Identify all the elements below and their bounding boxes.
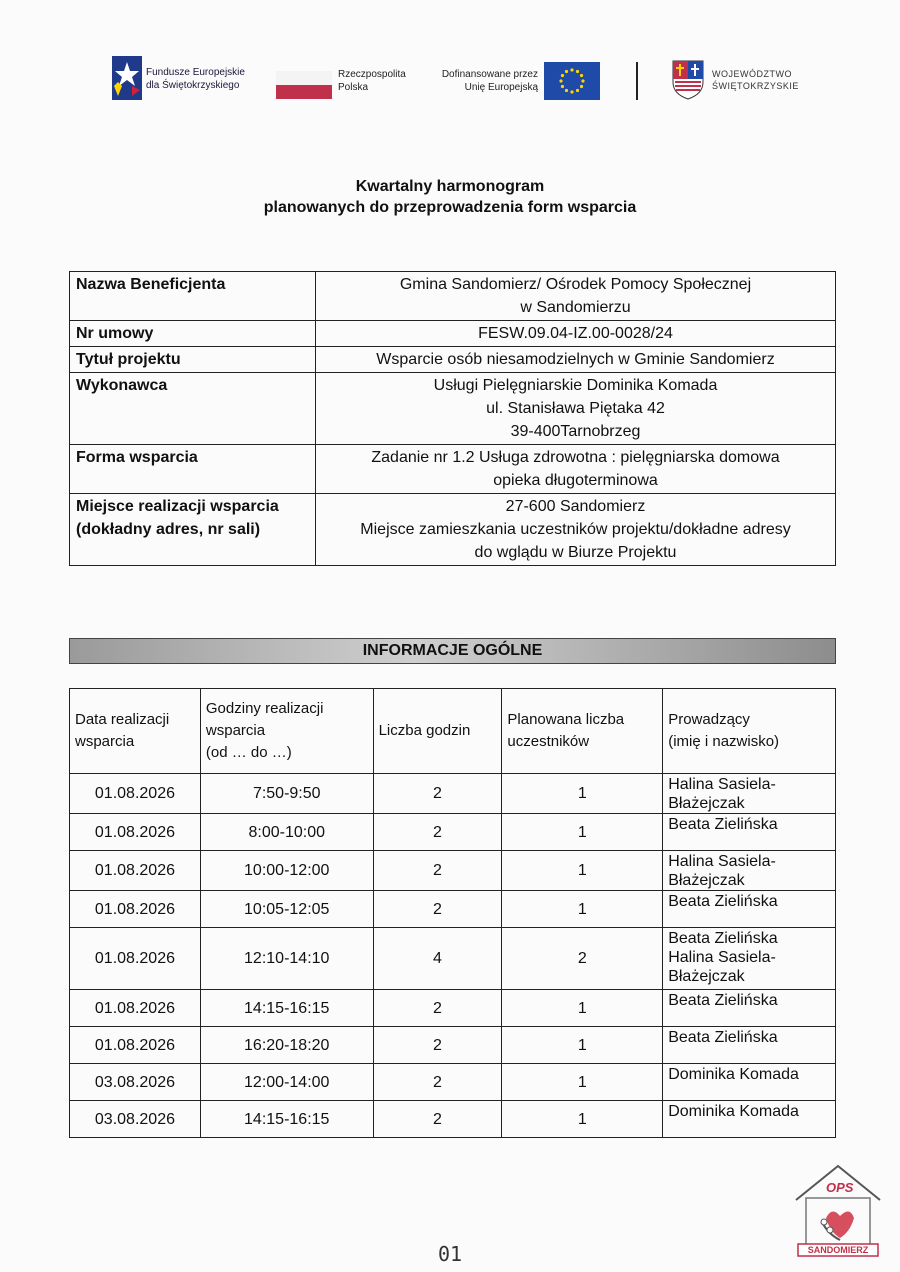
page-number: 01 xyxy=(437,1242,463,1266)
lead-name-line: Błażejczak xyxy=(668,872,745,889)
info-label xyxy=(70,272,316,321)
lead-cell xyxy=(663,814,836,851)
participants-cell: 1 xyxy=(502,851,663,891)
info-value xyxy=(316,373,836,445)
info-value-line: opieka długoterminowa xyxy=(493,472,658,489)
lead-cell xyxy=(663,1101,836,1138)
schedule-table xyxy=(69,688,836,1138)
info-row xyxy=(70,347,836,373)
info-row xyxy=(70,373,836,445)
fe-star-icon xyxy=(112,56,142,100)
shield-icon xyxy=(672,60,704,100)
participants-cell: 1 xyxy=(502,814,663,851)
schedule-header-row xyxy=(70,689,836,774)
eu-star-icon xyxy=(561,74,564,77)
info-value-line: do wglądu w Biurze Projektu xyxy=(474,544,677,561)
schedule-row xyxy=(70,891,836,928)
hours-count-cell: 2 xyxy=(373,851,502,891)
eu-star-icon xyxy=(570,90,573,93)
info-row xyxy=(70,445,836,494)
date-cell: 01.08.2026 xyxy=(70,774,201,814)
date-cell: 01.08.2026 xyxy=(70,891,201,928)
info-label xyxy=(70,445,316,494)
lead-name-line: Beata Zielińska xyxy=(668,1029,778,1046)
info-value-line: Wsparcie osób niesamodzielnych w Gminie Sandomierz xyxy=(376,351,775,368)
stamp-bottom-text: SANDOMIERZ xyxy=(807,1245,869,1255)
hours-count-cell: 2 xyxy=(373,814,502,851)
info-label-line: (dokładny adres, nr sali) xyxy=(76,521,261,538)
hours-cell: 8:00-10:00 xyxy=(200,814,373,851)
schedule-row xyxy=(70,928,836,990)
info-value-line: Usługi Pielęgniarskie Dominika Komada xyxy=(433,377,718,394)
column-header-line: wsparcia xyxy=(75,733,135,750)
schedule-row xyxy=(70,1064,836,1101)
lead-name-line: Błażejczak xyxy=(668,795,745,812)
hours-count-cell: 2 xyxy=(373,1027,502,1064)
eu-star-icon xyxy=(580,74,583,77)
logo-separator xyxy=(636,62,638,100)
date-cell: 01.08.2026 xyxy=(70,928,201,990)
participants-cell: 1 xyxy=(502,1027,663,1064)
info-label xyxy=(70,321,316,347)
info-value-line: Zadanie nr 1.2 Usługa zdrowotna : pielęgniarska domowa xyxy=(371,449,780,466)
info-value-line: 39-400Tarnobrzeg xyxy=(510,423,641,440)
schedule-row xyxy=(70,1101,836,1138)
polish-flag-icon xyxy=(276,71,332,99)
logo-bar xyxy=(112,54,799,104)
hours-count-cell: 2 xyxy=(373,774,502,814)
participants-cell: 1 xyxy=(502,774,663,814)
info-label-line: Nazwa Beneficjenta xyxy=(76,276,226,293)
info-label xyxy=(70,494,316,566)
hours-cell: 12:00-14:00 xyxy=(200,1064,373,1101)
info-row xyxy=(70,494,836,566)
lead-name-line: Beata Zielińska xyxy=(668,930,778,947)
info-row xyxy=(70,321,836,347)
info-value-line: ul. Stanisława Piętaka 42 xyxy=(486,400,665,417)
schedule-row xyxy=(70,774,836,814)
eu-star-icon xyxy=(581,79,584,82)
hours-count-cell: 2 xyxy=(373,990,502,1027)
info-label-line: Nr umowy xyxy=(76,325,154,342)
info-value xyxy=(316,445,836,494)
lead-cell xyxy=(663,990,836,1027)
lead-name-line: Beata Zielińska xyxy=(668,992,778,1009)
fundusze-europejskie-logo xyxy=(112,54,262,104)
eu-star-icon xyxy=(570,68,573,71)
info-label-line: Miejsce realizacji wsparcia xyxy=(76,498,279,515)
hours-cell: 10:05-12:05 xyxy=(200,891,373,928)
eu-logo xyxy=(434,54,604,104)
lead-cell xyxy=(663,891,836,928)
column-header-line: Prowadzący xyxy=(668,711,750,728)
schedule-column-header xyxy=(502,689,663,774)
info-value xyxy=(316,321,836,347)
schedule-column-header xyxy=(200,689,373,774)
info-value xyxy=(316,272,836,321)
participants-cell: 1 xyxy=(502,1101,663,1138)
schedule-row xyxy=(70,851,836,891)
column-header-line: Data realizacji xyxy=(75,711,170,728)
lead-cell xyxy=(663,1027,836,1064)
lead-cell xyxy=(663,1064,836,1101)
schedule-column-header xyxy=(70,689,201,774)
hours-cell: 16:20-18:20 xyxy=(200,1027,373,1064)
column-header-line: uczestników xyxy=(507,733,590,750)
eu-flag-icon xyxy=(544,62,600,100)
participants-cell: 1 xyxy=(502,990,663,1027)
column-header-line: Liczba godzin xyxy=(378,722,471,739)
fe-logo-text: Fundusze Europejskie dla Świętokrzyskiego xyxy=(146,67,245,91)
date-cell: 01.08.2026 xyxy=(70,990,201,1027)
info-label xyxy=(70,347,316,373)
title-line-2: planowanych do przeprowadzenia form wsparcia xyxy=(263,199,637,216)
info-value-line: FESW.09.04-IZ.00-0028/24 xyxy=(478,325,673,342)
eu-star-icon xyxy=(580,85,583,88)
hours-count-cell: 4 xyxy=(373,928,502,990)
schedule-row xyxy=(70,990,836,1027)
info-value-line: w Sandomierzu xyxy=(520,299,631,316)
hours-count-cell: 2 xyxy=(373,891,502,928)
lead-name-line: Dominika Komada xyxy=(668,1103,799,1120)
rp-logo-text: Rzeczpospolita Polska xyxy=(338,69,406,93)
column-header-line: (od … do …) xyxy=(205,744,292,761)
hours-cell: 7:50-9:50 xyxy=(200,774,373,814)
info-value-line: Miejsce zamieszkania uczestników projektu/dokładne adresy xyxy=(360,521,791,538)
title-line-1: Kwartalny harmonogram xyxy=(355,178,545,195)
lead-name-line: Halina Sasiela- xyxy=(668,776,776,793)
section-heading: INFORMACJE OGÓLNE xyxy=(69,638,836,664)
info-label-line: Wykonawca xyxy=(76,377,168,394)
eu-star-icon xyxy=(565,70,568,73)
date-cell: 03.08.2026 xyxy=(70,1064,201,1101)
hours-cell: 14:15-16:15 xyxy=(200,1101,373,1138)
eu-star-icon xyxy=(559,79,562,82)
wojewodztwo-logo-text: WOJEWÓDZTWO ŚWIĘTOKRZYSKIE xyxy=(712,69,799,91)
schedule-row xyxy=(70,1027,836,1064)
info-label-line: Forma wsparcia xyxy=(76,449,198,466)
hours-cell: 12:10-14:10 xyxy=(200,928,373,990)
rzeczpospolita-logo xyxy=(276,54,426,104)
info-label-line: Tytuł projektu xyxy=(76,351,181,368)
schedule-row xyxy=(70,814,836,851)
info-value xyxy=(316,347,836,373)
participants-cell: 2 xyxy=(502,928,663,990)
date-cell: 01.08.2026 xyxy=(70,851,201,891)
hours-count-cell: 2 xyxy=(373,1064,502,1101)
column-header-line: Planowana liczba xyxy=(507,711,625,728)
lead-cell xyxy=(663,774,836,814)
eu-star-icon xyxy=(565,89,568,92)
info-value-line: Gmina Sandomierz/ Ośrodek Pomocy Społecznej xyxy=(399,276,752,293)
lead-name-line: Beata Zielińska xyxy=(668,816,778,833)
schedule-column-header xyxy=(373,689,502,774)
lead-cell xyxy=(663,851,836,891)
eu-logo-text: Dofinansowane przez Unię Europejską xyxy=(441,69,538,93)
hours-cell: 14:15-16:15 xyxy=(200,990,373,1027)
participants-cell: 1 xyxy=(502,891,663,928)
info-row xyxy=(70,272,836,321)
column-header-line: (imię i nazwisko) xyxy=(668,733,780,750)
date-cell: 03.08.2026 xyxy=(70,1101,201,1138)
eu-star-icon xyxy=(576,70,579,73)
lead-name-line: Dominika Komada xyxy=(668,1066,799,1083)
participants-cell: 1 xyxy=(502,1064,663,1101)
lead-cell xyxy=(663,928,836,990)
info-value xyxy=(316,494,836,566)
lead-name-line: Błażejczak xyxy=(668,968,745,985)
lead-name-line: Halina Sasiela- xyxy=(668,853,776,870)
hours-cell: 10:00-12:00 xyxy=(200,851,373,891)
hours-count-cell: 2 xyxy=(373,1101,502,1138)
date-cell: 01.08.2026 xyxy=(70,1027,201,1064)
column-header-line: Godziny realizacji xyxy=(205,700,324,717)
info-label xyxy=(70,373,316,445)
schedule-column-header xyxy=(663,689,836,774)
eu-star-icon xyxy=(561,85,564,88)
eu-star-icon xyxy=(576,89,579,92)
lead-name-line: Halina Sasiela- xyxy=(668,949,776,966)
column-header-line: wsparcia xyxy=(205,722,266,739)
lead-name-line: Beata Zielińska xyxy=(668,893,778,910)
wojewodztwo-logo xyxy=(672,54,802,104)
project-info-table xyxy=(69,271,836,566)
info-value-line: 27-600 Sandomierz xyxy=(505,498,646,515)
date-cell: 01.08.2026 xyxy=(70,814,201,851)
stamp-top-text: OPS xyxy=(826,1180,854,1195)
document-title xyxy=(0,176,900,218)
